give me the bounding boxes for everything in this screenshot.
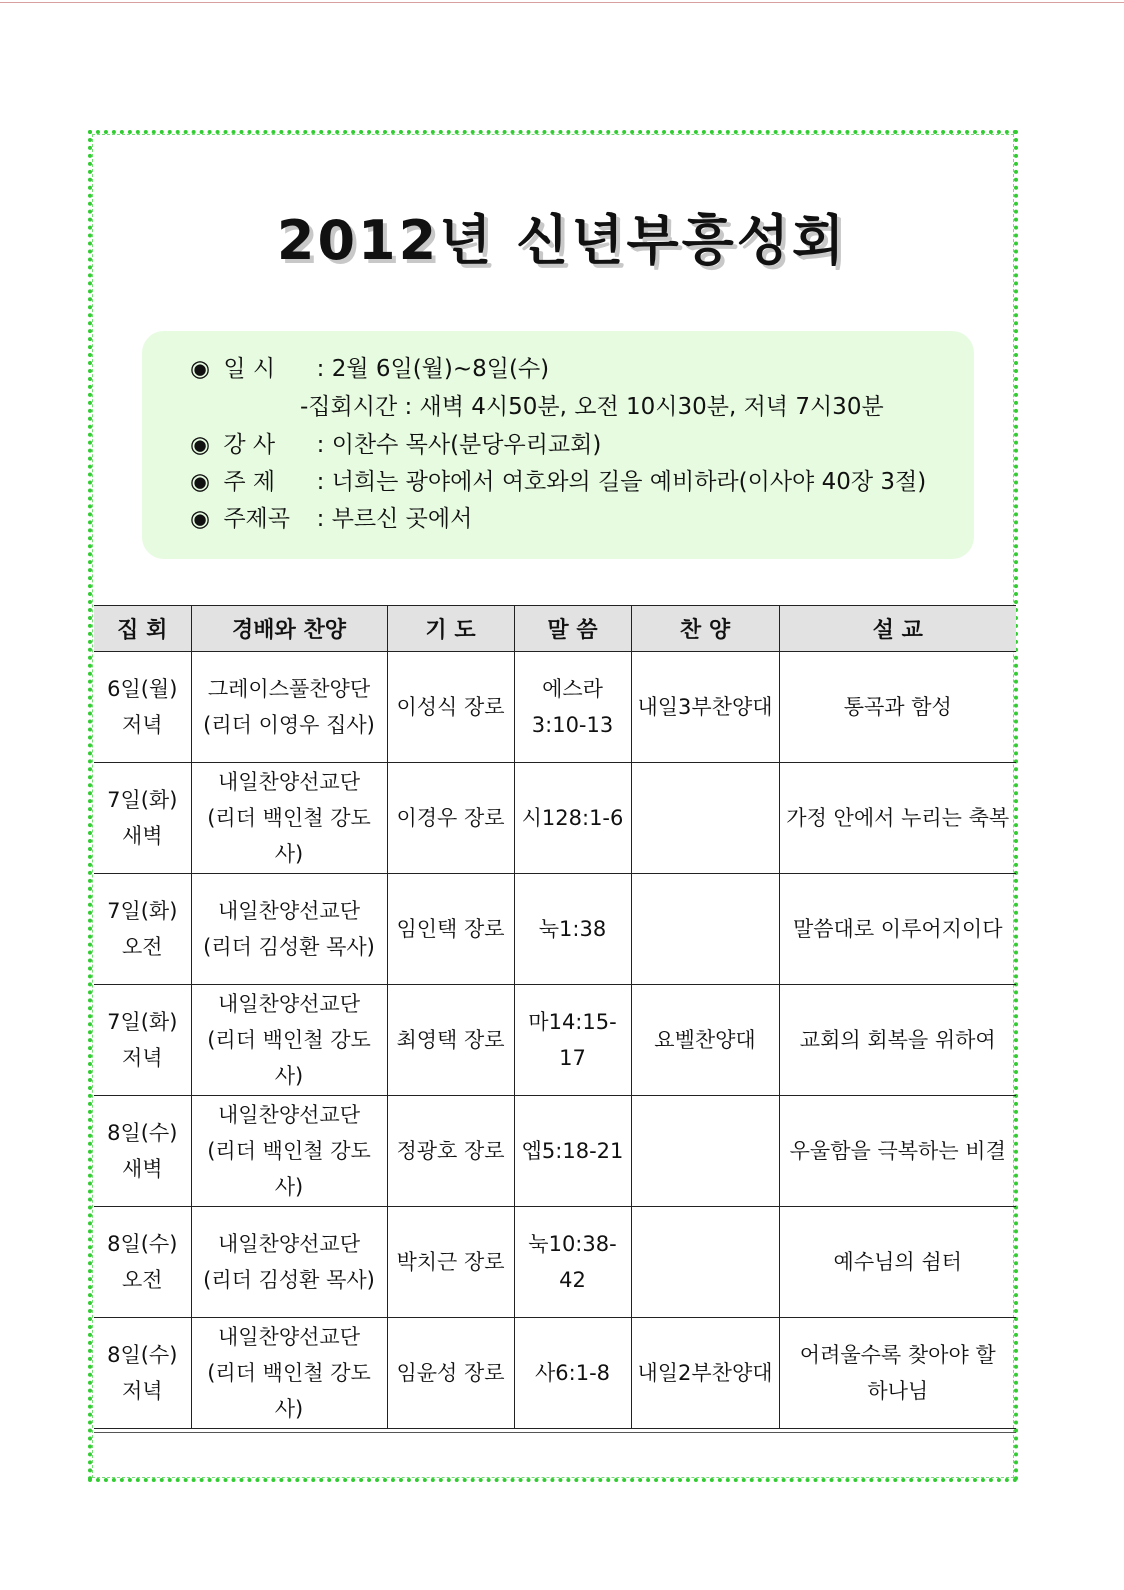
info-colon: : [316,432,332,458]
cell-hymn [631,1207,779,1318]
bullet-icon: ◉ [190,469,211,495]
table-bottom-rule [94,1432,1016,1433]
info-theme [190,463,926,496]
praise-team: 내일찬양선교단 [217,899,360,923]
info-song-value: 부르신 곳에서 [331,506,473,532]
meeting-day: 8일(수) [107,1343,178,1367]
meeting-time: 저녁 [121,1046,163,1070]
cell-word: 눅10:38-42 [514,1207,631,1318]
col-header-meeting: 집 회 [94,606,191,652]
cell-prayer: 최영택 장로 [387,985,514,1096]
praise-leader: (리더 백인철 강도사) [207,1028,371,1088]
cell-meeting [94,1318,191,1429]
cell-praise [191,874,387,985]
info-times: -집회시간 : 새벽 4시50분, 오전 10시30분, 저녁 7시30분 [300,394,884,420]
praise-leader: (리더 이영우 집사) [203,713,375,737]
info-date-value: 2월 6일(월)∼8일(수) [331,356,550,382]
cell-sermon: 가정 안에서 누리는 축복 [779,763,1016,874]
table-header-row [94,606,1016,652]
cell-meeting [94,763,191,874]
cell-hymn: 내일2부찬양대 [631,1318,779,1429]
col-header-sermon: 설 교 [779,606,1016,652]
table-row [94,1207,1016,1318]
praise-leader: (리더 백인철 강도사) [207,1139,371,1199]
cell-praise [191,652,387,763]
meeting-time: 오전 [121,935,163,959]
table-row [94,1318,1016,1429]
praise-team: 내일찬양선교단 [217,1103,360,1127]
cell-prayer: 임인택 장로 [387,874,514,985]
praise-leader: (리더 백인철 강도사) [207,806,371,866]
info-theme-label: 주 제 [223,469,276,495]
cell-praise [191,1318,387,1429]
cell-word: 엡5:18-21 [514,1096,631,1207]
cell-sermon: 교회의 회복을 위하여 [779,985,1016,1096]
cell-hymn: 내일3부찬양대 [631,652,779,763]
cell-sermon: 말씀대로 이루어지이다 [779,874,1016,985]
cell-word: 눅1:38 [514,874,631,985]
info-date [190,350,549,383]
cell-word: 마14:15-17 [514,985,631,1096]
col-header-word: 말 씀 [514,606,631,652]
praise-team: 내일찬양선교단 [217,1232,360,1256]
cell-sermon: 통곡과 함성 [779,652,1016,763]
cell-meeting [94,874,191,985]
info-colon: : [316,506,332,532]
cell-meeting [94,1207,191,1318]
table-row [94,652,1016,763]
cell-hymn [631,874,779,985]
info-song [190,500,472,533]
table-row [94,1096,1016,1207]
meeting-day: 7일(화) [107,1010,178,1034]
cell-praise [191,1096,387,1207]
info-speaker-value: 이찬수 목사(분당우리교회) [331,432,602,458]
cell-hymn [631,1096,779,1207]
table-row [94,874,1016,985]
praise-team: 내일찬양선교단 [217,992,360,1016]
meeting-time: 저녁 [121,713,163,737]
bullet-icon: ◉ [190,356,211,382]
info-speaker [190,426,601,459]
cell-hymn [631,763,779,874]
meeting-time: 오전 [121,1268,163,1292]
cell-hymn: 요벨찬양대 [631,985,779,1096]
cell-prayer: 이경우 장로 [387,763,514,874]
page-title: 2012년 신년부흥성회 [276,209,848,272]
cell-praise [191,985,387,1096]
cell-sermon: 예수님의 쉼터 [779,1207,1016,1318]
info-colon: : [316,469,332,495]
info-speaker-label: 강 사 [223,432,276,458]
col-header-hymn: 찬 양 [631,606,779,652]
cell-sermon: 어려울수록 찾아야 할 하나님 [779,1318,1016,1429]
cell-sermon: 우울함을 극복하는 비결 [779,1096,1016,1207]
meeting-day: 7일(화) [107,899,178,923]
meeting-day: 7일(화) [107,788,178,812]
praise-team: 내일찬양선교단 [217,1325,360,1349]
info-date-label: 일 시 [223,356,276,382]
meeting-day: 8일(수) [107,1232,178,1256]
meeting-time: 저녁 [121,1379,163,1403]
meeting-day: 6일(월) [107,677,178,701]
cell-praise [191,763,387,874]
bullet-icon: ◉ [190,432,211,458]
col-header-prayer: 기 도 [387,606,514,652]
praise-team: 그레이스풀찬양단 [207,677,371,701]
bullet-icon: ◉ [190,506,211,532]
info-song-label: 주제곡 [223,506,290,532]
cell-meeting [94,1096,191,1207]
cell-meeting [94,985,191,1096]
meeting-day: 8일(수) [107,1121,178,1145]
praise-leader: (리더 백인철 강도사) [207,1361,371,1421]
praise-leader: (리더 김성환 목사) [203,1268,375,1292]
cell-word: 사6:1-8 [514,1318,631,1429]
meeting-time: 새벽 [121,1157,163,1181]
col-header-praise: 경배와 찬양 [191,606,387,652]
praise-team: 내일찬양선교단 [217,770,360,794]
meeting-time: 새벽 [121,824,163,848]
cell-meeting [94,652,191,763]
praise-leader: (리더 김성환 목사) [203,935,375,959]
top-rule [0,2,1124,3]
info-colon: : [316,356,332,382]
cell-word: 에스라 3:10-13 [514,652,631,763]
cell-praise [191,1207,387,1318]
cell-word: 시128:1-6 [514,763,631,874]
table-row [94,985,1016,1096]
info-theme-value: 너희는 광야에서 여호와의 길을 예비하라(이사야 40장 3절) [331,469,927,495]
cell-prayer: 이성식 장로 [387,652,514,763]
table-row [94,763,1016,874]
cell-prayer: 임윤성 장로 [387,1318,514,1429]
schedule-table [94,605,1016,1429]
cell-prayer: 정광호 장로 [387,1096,514,1207]
cell-prayer: 박치근 장로 [387,1207,514,1318]
